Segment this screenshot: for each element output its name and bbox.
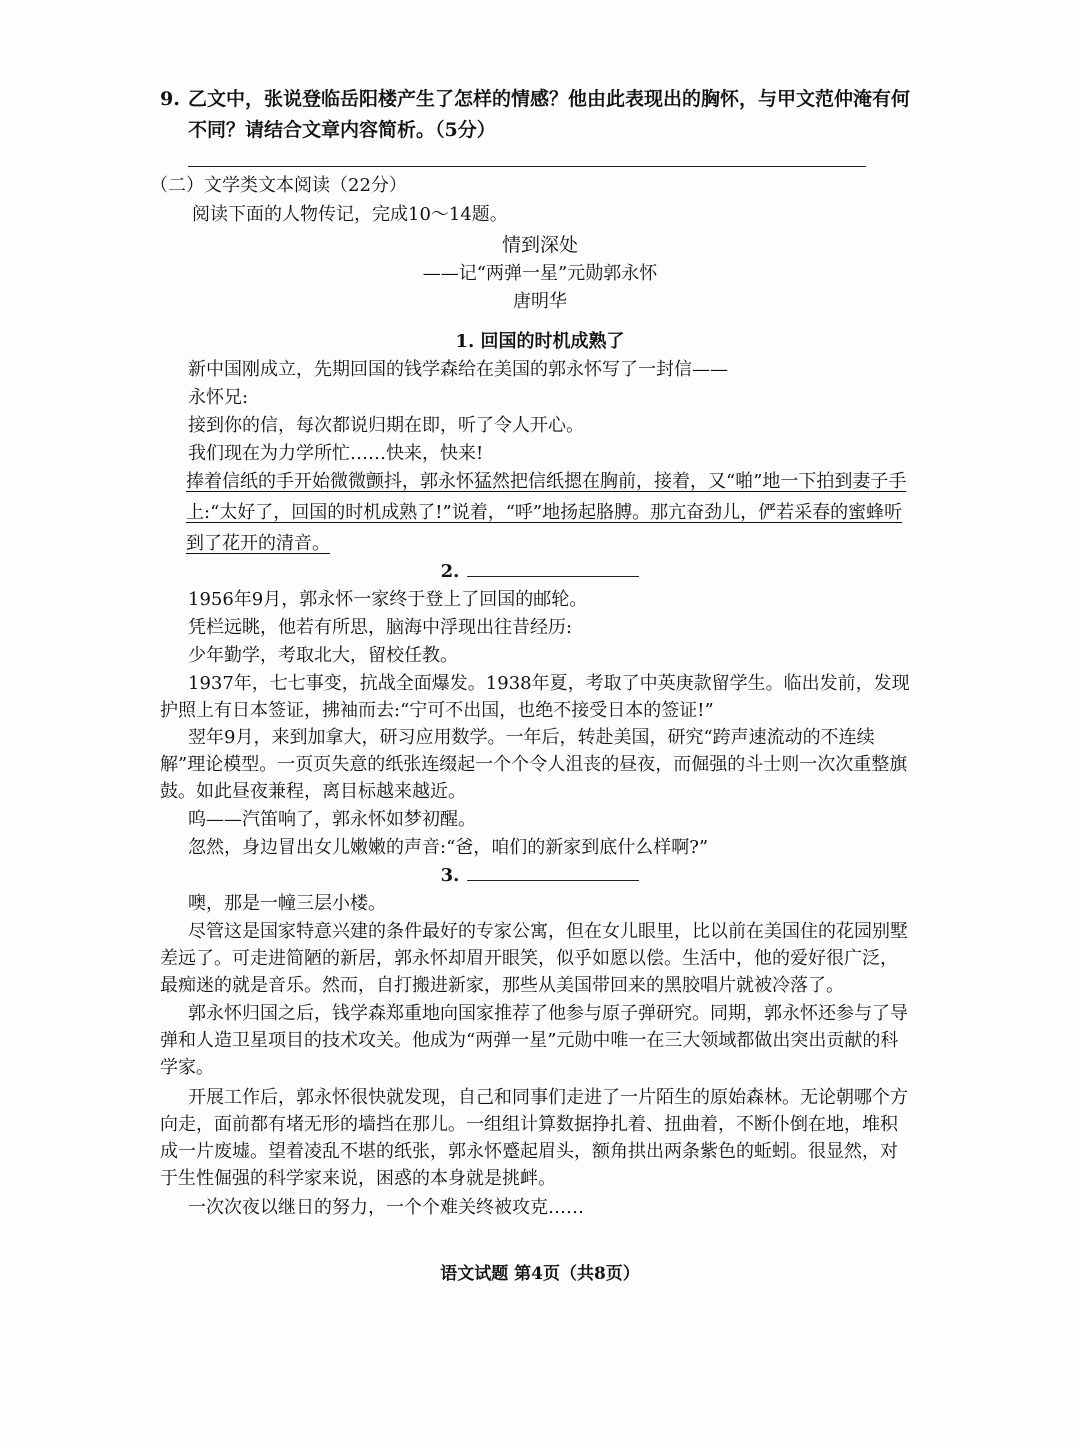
part-2-para-7: 忽然，身边冒出女儿嫩嫩的声音:“爸，咱们的新家到底什么样啊?” bbox=[188, 837, 709, 858]
part-2-para-2: 凭栏远眺，他若有所思，脑海中浮现出往昔经历: bbox=[188, 617, 573, 638]
question-9 bbox=[160, 84, 920, 146]
part-3-para-5: 一次次夜以继日的努力，一个个难关终被攻克…… bbox=[188, 1197, 584, 1218]
section-title: （二）文学类文本阅读（22分） bbox=[150, 175, 407, 196]
page-footer: 语文试题 第4页（共8页） bbox=[440, 1264, 640, 1284]
question-9-text-1: 乙文中，张说登临岳阳楼产生了怎样的情感？他由此表现出的胸怀，与甲文范仲淹有何 bbox=[188, 88, 911, 110]
section-instruction: 阅读下面的人物传记，完成10～14题。 bbox=[192, 204, 508, 225]
part-2-para-5: 翌年9月，来到加拿大，研习应用数学。一年后，转赴美国，研究“跨声速流动的不连续解”理论模型。一页页失意的纸张连缀起一个个令人沮丧的昼夜，而倔强的斗士则一次次重整旗鼓。如此昼夜兼程，离目标越来越近。 bbox=[160, 727, 908, 802]
part-3-heading bbox=[0, 862, 1080, 889]
question-number: 9. bbox=[160, 88, 180, 110]
underlined-text: 捧着信纸的手开始微微颤抖，郭永怀猛然把信纸摁在胸前，接着，又“啪”地一下拍到妻子手上:“太好了，回国的时机成熟了!”说着，“呼”地扬起胳膊。那亢奋劲儿，俨若采春的蜜蜂听到了花开的清音。 bbox=[186, 471, 907, 554]
part-3-number: 3. bbox=[440, 865, 460, 886]
part-2-para-6: 呜——汽笛响了，郭永怀如梦初醒。 bbox=[188, 809, 476, 830]
part-1-para-3: 接到你的信，每次都说归期在即，听了令人开心。 bbox=[188, 415, 584, 436]
part-1-para-1: 新中国刚成立，先期回国的钱学森给在美国的郭永怀写了一封信—— bbox=[188, 359, 728, 380]
part-2-para-4: 1937年，七七事变，抗战全面爆发。1938年夏，考取了中英庚款留学生。临出发前，发现护照上有日本签证，拂袖而去:“宁可不出国，也绝不接受日本的签证!” bbox=[160, 673, 910, 721]
part-1-para-2: 永怀兄: bbox=[188, 387, 249, 408]
part-1-heading: 1. 回国的时机成熟了 bbox=[455, 331, 625, 352]
part-2-para-3: 少年勤学，考取北大，留校任教。 bbox=[188, 645, 458, 666]
part-3-para-4: 开展工作后，郭永怀很快就发现，自己和同事们走进了一片陌生的原始森林。无论朝哪个方向走，面前都有堵无形的墙挡在那儿。一组组计算数据挣扎着、扭曲着，不断仆倒在地，堆积成一片废墟。望着凌乱不堪的纸张，郭永怀蹙起眉头，额角拱出两条紫色的蚯蚓。很显然，对于生性倔强的科学家来说，困惑的本身就是挑衅。 bbox=[160, 1087, 908, 1189]
part-2-number: 2. bbox=[440, 561, 460, 582]
part-2-para-1: 1956年9月，郭永怀一家终于登上了回国的邮轮。 bbox=[188, 589, 588, 610]
question-9-line1 bbox=[160, 84, 920, 115]
article-author: 唐明华 bbox=[513, 291, 567, 312]
part-3-blank bbox=[467, 862, 639, 881]
question-9-text-2: 不同？请结合文章内容简析。（5分） bbox=[188, 119, 496, 141]
article-title: 情到深处 bbox=[501, 234, 578, 256]
part-2-blank bbox=[467, 558, 639, 577]
part-3-para-1: 噢，那是一幢三层小楼。 bbox=[188, 893, 386, 914]
article-subtitle: ——记“两弹一星”元勋郭永怀 bbox=[422, 263, 658, 284]
part-3-para-2: 尽管这是国家特意兴建的条件最好的专家公寓，但在女儿眼里，比以前在美国住的花园别墅差远了。可走进简陋的新居，郭永怀却眉开眼笑，似乎如愿以偿。生活中，他的爱好很广泛，最痴迷的就是音乐。然而，自打搬进新家，那些从美国带回来的黑胶唱片就被冷落了。 bbox=[160, 921, 908, 996]
part-1-para-4: 我们现在为力学所忙……快来，快来! bbox=[188, 443, 484, 464]
underlined-passage bbox=[186, 466, 916, 559]
part-2-heading bbox=[0, 558, 1080, 585]
answer-line bbox=[188, 166, 866, 167]
part-3-para-3: 郭永怀归国之后，钱学森郑重地向国家推荐了他参与原子弹研究。同期，郭永怀还参与了导弹和人造卫星项目的技术攻关。他成为“两弹一星”元勋中唯一在三大领域都做出突出贡献的科学家。 bbox=[160, 1003, 908, 1078]
